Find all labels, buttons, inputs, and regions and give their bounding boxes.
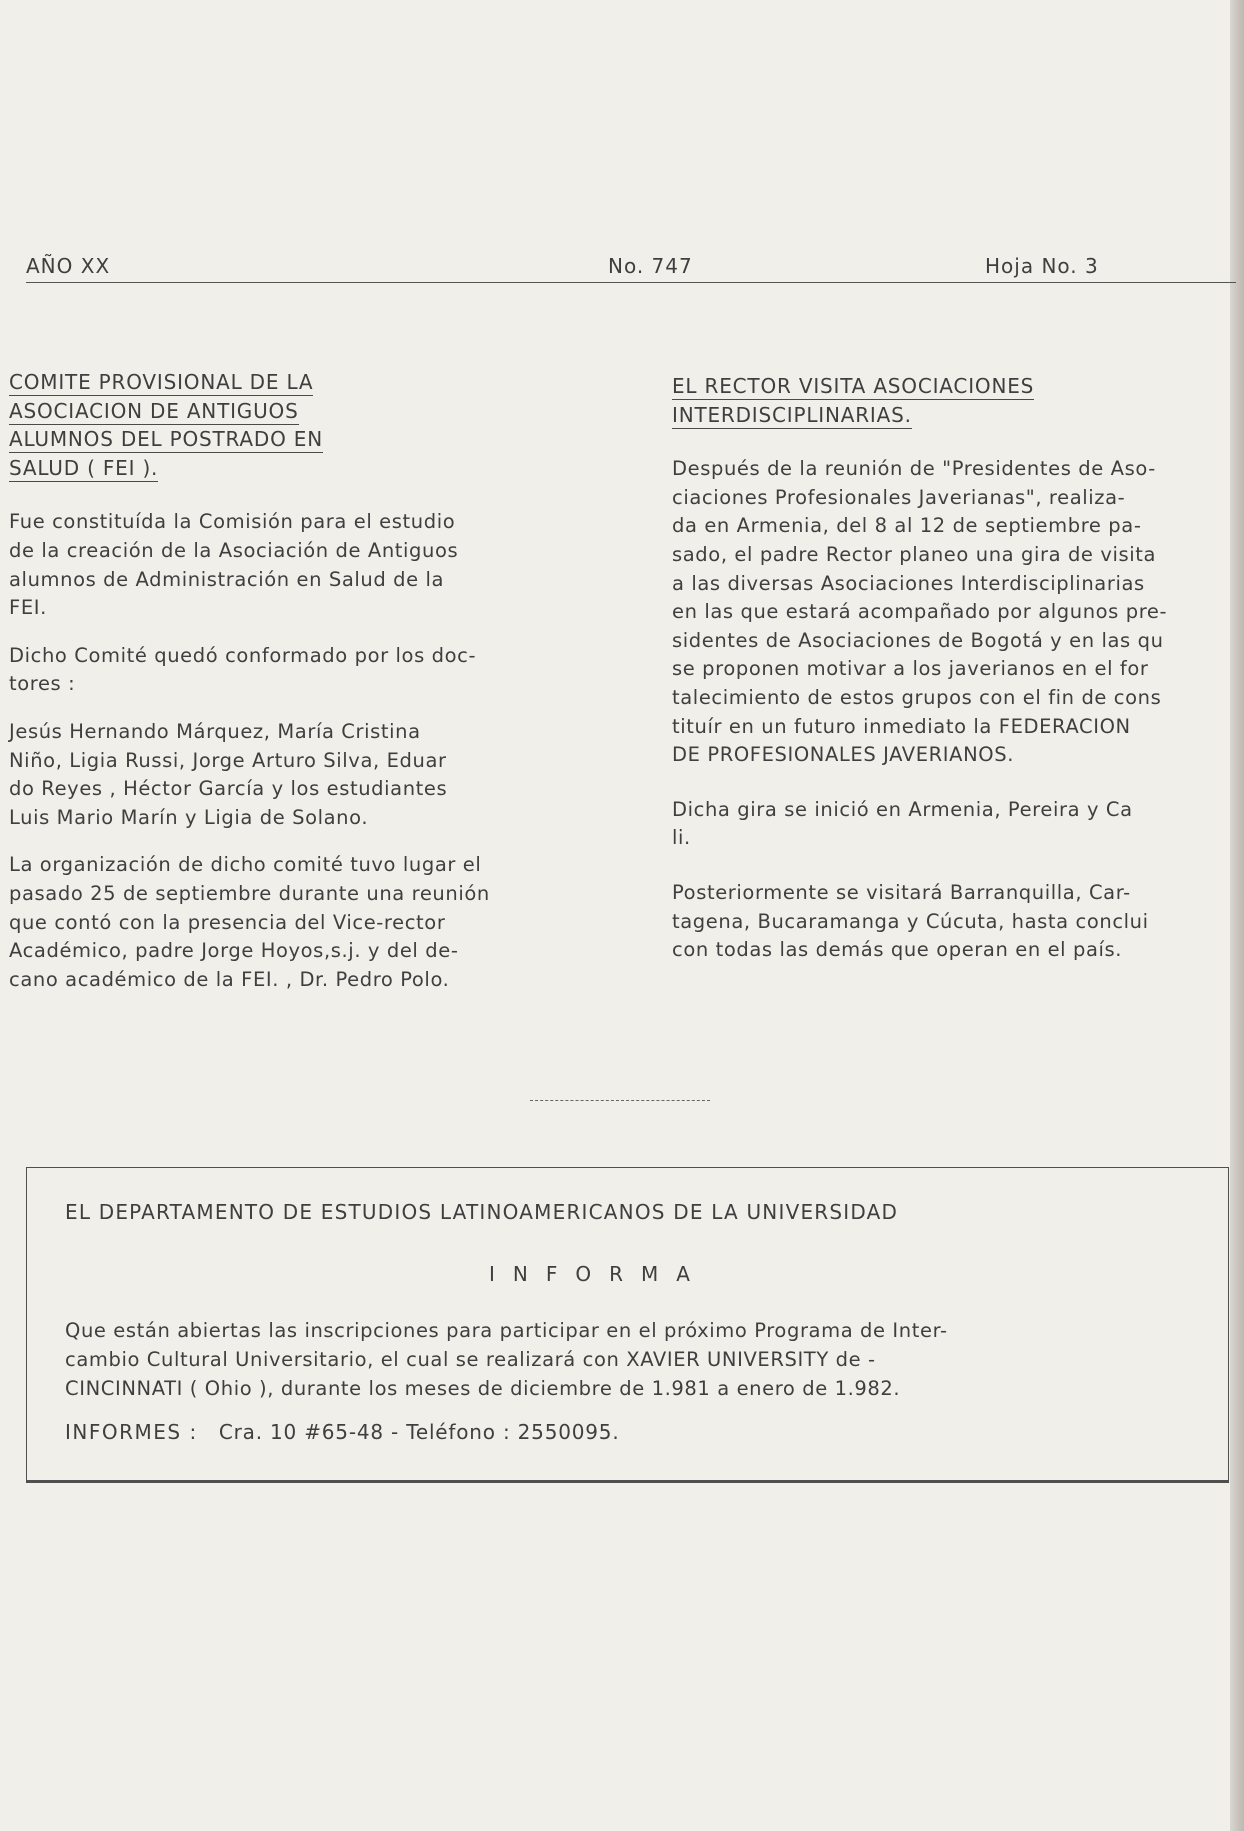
notice-body: Que están abiertas las inscripciones para participar en el próximo Programa de Inter- cambio Cultural Universitario, el cual se realizará con XAVIER UNIVERSITY de - CINCINNATI ( Ohio ), durante los meses de diciembre de 1.981 a enero de 1.982. [65,1319,948,1400]
left-column [9,368,569,994]
left-paragraph: Dicho Comité quedó conformado por los doc- tores : [9,643,477,696]
page-header [26,254,1236,284]
notice-title: EL DEPARTAMENTO DE ESTUDIOS LATINOAMERICANOS DE LA UNIVERSIDAD [65,1200,899,1224]
right-paragraph: Dicha gira se inició en Armenia, Pereira y Ca li. [672,797,1133,850]
left-heading [9,368,569,482]
contact-value: Cra. 10 #65-48 - Teléfono : 2550095. [218,1420,620,1444]
notice-contact [65,1420,620,1444]
notice-informa: INFORMA [489,1262,708,1286]
header-page: Hoja No. 3 [985,254,1099,278]
left-heading-line: ASOCIACION DE ANTIGUOS [9,398,299,423]
section-divider [530,1100,710,1101]
header-issue: No. 747 [608,254,693,278]
right-paragraph: Posteriormente se visitará Barranquilla, Car- tagena, Bucaramanga y Cúcuta, hasta conclui con todas las demás que operan en el país. [672,880,1149,962]
left-paragraph: Jesús Hernando Márquez, María Cristina Niño, Ligia Russi, Jorge Arturo Silva, Eduar do Reyes , Héctor García y los estudiantes Luis Mario Marín y Ligia de Solano. [9,719,448,829]
right-heading [672,372,1242,429]
header-rule [26,282,1236,283]
right-heading-line: EL RECTOR VISITA ASOCIACIONES [672,374,1035,398]
left-heading-line: SALUD ( FEI ). [9,455,159,480]
header-year: AÑO XX [26,254,111,278]
left-paragraph: Fue constituída la Comisión para el estudio de la creación de la Asociación de Antiguos alumnos de Administración en Salud de la FEI. [9,510,459,620]
right-column [672,372,1242,965]
left-heading-line: COMITE PROVISIONAL DE LA [9,370,314,394]
left-heading-line: ALUMNOS DEL POSTRADO EN [9,427,323,452]
left-paragraph: La organización de dicho comité tuvo lugar el pasado 25 de septiembre durante una reunión que contó con la presencia del Vice-rector Académico, padre Jorge Hoyos,s.j. y del de- cano académico de la FEI. , Dr. Pedro Polo. [9,853,490,991]
right-paragraph: Después de la reunión de "Presidentes de Aso- ciaciones Profesionales Javerianas", realiza- da en Armenia, del 8 al 12 de septiembre pa- sado, el padre Rector planeo una gira de visita a las diversas Asociaciones Interdisciplinarias en las que estará acompañado por algunos pre- sidentes de Asociaciones de Bogotá y en las qu se proponen motivar a los javerianos en el for talecimiento de estos grupos con el fin de cons tituír en un futuro inmediato la FEDERACION DE PROFESIONALES JAVERIANOS. [672,457,1168,767]
notice-box [26,1167,1229,1483]
contact-label: INFORMES : [65,1420,198,1444]
right-heading-line: INTERDISCIPLINARIAS. [672,402,912,427]
